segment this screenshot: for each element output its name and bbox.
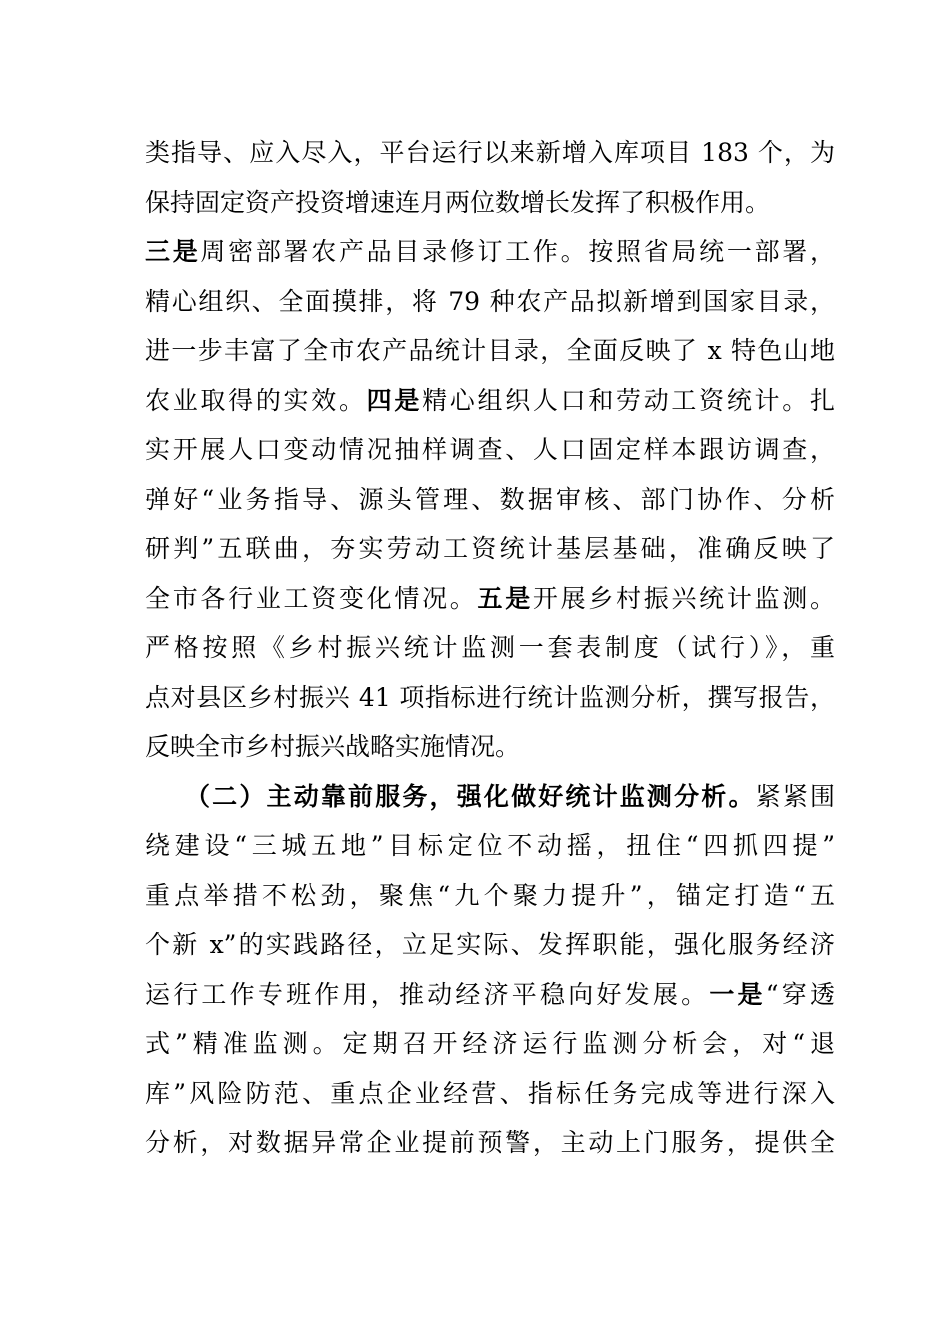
text-segment: 实开展人口变动情况抽样调查、人口固定样本跟访调查， — [145, 435, 835, 464]
text-line — [145, 871, 835, 921]
text-line — [145, 376, 835, 426]
text-line — [145, 227, 835, 277]
text-segment: 分析，对数据异常企业提前预警，主动上门服务，提供全 — [145, 1128, 835, 1157]
text-line — [145, 574, 835, 624]
text-segment: 全市各行业工资变化情况。 — [145, 583, 478, 613]
text-line — [145, 277, 835, 327]
text-segment: 点对县区乡村振兴 41 项指标进行统计监测分析，撰写报告， — [145, 682, 835, 712]
text-segment: 反映全市乡村振兴战略实施情况。 — [145, 732, 521, 761]
text-line — [145, 1118, 835, 1168]
text-line — [145, 1019, 835, 1069]
text-line — [145, 623, 835, 673]
text-line — [145, 128, 835, 178]
text-segment: 绕建设“三城五地”目标定位不动摇，扭住“四抓四提” — [145, 831, 835, 860]
text-segment: 弹好“业务指导、源头管理、数据审核、部门协作、分析 — [145, 484, 835, 514]
text-line — [145, 524, 835, 574]
text-line — [145, 326, 835, 376]
text-segment: 严格按照《乡村振兴统计监测一套表制度（试行）》，重 — [145, 633, 835, 662]
text-segment: 运行工作专班作用，推动经济平稳向好发展。 — [145, 979, 710, 1009]
section-heading-line — [145, 772, 835, 822]
text-segment: 周密部署农产品目录修订工作。按照省局统一部署， — [200, 237, 835, 266]
text-line — [145, 1069, 835, 1119]
text-segment: 紧紧围 — [755, 781, 835, 811]
text-segment: 精心组织、全面摸排，将 79 种农产品拟新增到国家目录， — [145, 286, 835, 316]
text-segment: 类指导、应入尽入，平台运行以来新增入库项目 183 个，为 — [145, 138, 835, 167]
bold-lead: 四是 — [366, 385, 423, 415]
text-line — [145, 425, 835, 475]
text-line — [145, 970, 835, 1020]
text-segment: “穿透 — [765, 979, 835, 1009]
section-heading: （二）主动靠前服务，强化做好统计监测分析。 — [185, 781, 756, 811]
text-line — [145, 920, 835, 970]
text-segment: 个新 x”的实践路径，立足实际、发挥职能，强化服务经济 — [145, 930, 835, 959]
text-line — [145, 475, 835, 525]
bold-lead: 五是 — [477, 583, 533, 613]
text-segment: 农业取得的实效。 — [145, 385, 367, 415]
text-segment: 保持固定资产投资增速连月两位数增长发挥了积极作用。 — [145, 187, 771, 217]
text-line — [145, 722, 835, 772]
bold-lead: 一是 — [709, 979, 766, 1009]
text-segment: 进一步丰富了全市农产品统计目录，全面反映了 x 特色山地 — [145, 336, 835, 365]
text-segment: 精心组织人口和劳动工资统计。扎 — [422, 385, 835, 415]
text-segment: 研判”五联曲，夯实劳动工资统计基层基础，准确反映了 — [145, 534, 835, 563]
body-text — [145, 128, 835, 1168]
text-segment: 式”精准监测。定期召开经济运行监测分析会，对“退 — [145, 1029, 835, 1058]
text-line — [145, 673, 835, 723]
text-segment: 开展乡村振兴统计监测。 — [532, 583, 835, 613]
text-segment: 库”风险防范、重点企业经营、指标任务完成等进行深入 — [145, 1078, 835, 1108]
text-segment: 重点举措不松劲，聚焦“九个聚力提升”，锚定打造“五 — [145, 880, 835, 910]
bold-lead: 三是 — [145, 237, 201, 266]
text-line — [145, 821, 835, 871]
text-line — [145, 178, 835, 228]
